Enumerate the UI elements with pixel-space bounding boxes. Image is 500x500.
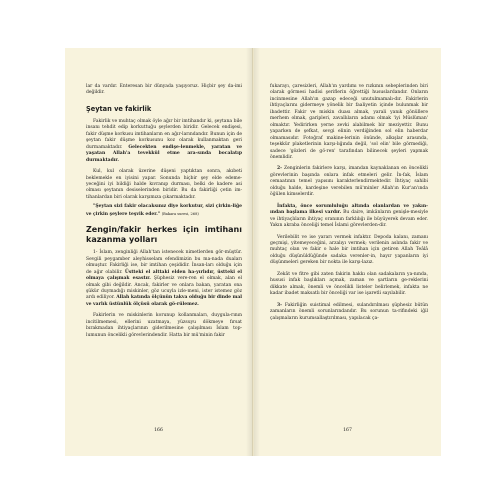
section-heading: Zengin/fakir herkes için imtihanı kazanma yolları <box>86 225 242 245</box>
paragraph <box>270 166 428 198</box>
page-number: 167 <box>343 427 352 433</box>
list-number: 3- <box>277 302 282 308</box>
left-page <box>65 48 253 456</box>
paragraph: Zekât ve fitre gibi zaten fakirin hakkı olan sadakaların ya-nında, hususi infak başlıkları açmak, zaman ve şartların ge-reklerini dikkate almak, önemli ve öncelikli listeler belirlemek, infakta ne kadar ibadet maksatlı bir önceliği var ise işaretli sayılabilir. <box>270 271 428 297</box>
right-page <box>253 48 441 456</box>
book-spread <box>65 48 441 456</box>
paragraph <box>270 204 428 230</box>
paragraph-text: Bu daire, imkânların genişle-mesiyle ve ihtiyaçlıların ihtiyaç oranının farklılığı ile büyüyerek devam eder. Yakın akraba önceliği temel İslami görevlerden-dir. <box>270 210 428 229</box>
paragraph <box>86 119 242 164</box>
paragraph: Kul, kul olarak üzerine düşeni yaptıktan sonra, akıbeti beklemekle en iyisini yapar. Sonunda hiçbir şey elde edeme-yeceğini iyi bildiği halde kıvranıp durması, belki de kadere asi olması şeytanın desiselerinden biridir. Bu da fakirliği çetin im-tihanlardan biri olarak karşımıza çıkarmaktadır. <box>86 169 242 200</box>
quote-source: (Bakara suresi, 268) <box>161 211 199 216</box>
paragraph: Verilebilit ve ise yararı vermek infaktır. Depoda kalanı, zamanı geçmişi, yitemeyeceğini, arzalıyı vermek; verilenin aslında fakir ve muhtaç olan ve fakir o hale bir imtihan için getiren Allah Teâlâ olduğu düşünüldüğünde sadaka verenler-in, hayır yapanların iyi düşünmeleri gereken bir nokta ile karşı-lazız. <box>270 234 428 266</box>
paragraph <box>270 303 428 322</box>
paragraph-emphasis: Gelecekten endişe-lenmekle, yaratan ve yaşatan Allah'a tevekkül etme ara-sında bocalatıp durmaktadır. <box>86 144 242 163</box>
paragraph <box>86 250 242 308</box>
paragraph: fukarayı, çaresizleri, Allah'ın yardımı ve rızkının sebeplerinden biri olarak görmesi hadisi şeriflerin öğrettiği hususlardandır. Onların incinmesine Allah'ın gazap edeceği unutulmamalı-dır. Fakirlerin ihtiyaçlarını gidermeye yönelik bir faaliyetin içinde bulunmak bir ibadettir. Fakir ve miskin duası almak, yarali yanık gönüllere merhem olmak, garipleri, zavallıların adamı olmak 'iyi Müslüman' olmaktır. Yedirirken yerne zevki alabilmek bir meziyettir. Bunu yaparken de şefkat, sevgi elinin verdiğinden sol elin haberdar olmamasıdır. Fotoğraf makine-lerinin önünde, alkışlar arasında, teşekkür plaketlerinin karşı-lığında değil, 'sol elin' bile görmediği, sadece 'gözleri de gö-ren' tarafından bilinecek şeyleri yapmak önemlidir. <box>270 84 428 160</box>
paragraph-text: 1- İslam, zenginliği Allah'tan istenecek nimetlerden gör-müştür. Sevgili peygamber aleyhisselam efendimizin bu ma-nada duaları olmuştur. Fakirliği ise, bir imtihan çeşididir. İnsan-ları olduğu için de ağır olabilir. <box>86 250 242 275</box>
list-number: 2- <box>277 166 282 172</box>
page-number: 166 <box>154 427 163 433</box>
paragraph-emphasis: Üstteki el alttaki elden ha-yırlıdır, üstteki el olmaya çalışmak esastır. <box>86 269 242 282</box>
paragraph: Fakirlerin ve miskinlerin korunup kollanmaları, duygula-rının incitilmemesi, ellerini uzatmaya, yüzsuyu dökmeye fırsat bırakmadan ihtiyaçlarının giderilmesine çalışılması İslam top-lumunun öncelikli görevlerindendir. Hatta bir mü'minin fakir <box>86 313 242 338</box>
gutter-shadow <box>254 48 260 456</box>
paragraph-emphasis: İnfakta, önce sorumluluğu altında olanlardan ve yakın-ından başlama ilkesi vardır. <box>270 203 428 216</box>
paragraph-text: Zenginlerin fakirlere karşı, imandan kaynaklanan en öncelikli görevlerinin başında onlara infak etmeleri gelir. İn-fak, İslam cemaatının temel yapısını karakterlendirmektedir. İhtiyaç sahibi olduğu halde, kardeşine verebilen mü'minler Allah'ın Kur'an'ında öğülen kimselerdir. <box>270 166 428 198</box>
paragraph: lar da vardır. Enteresan bir dünyada yaşıyoruz. Hiçbir şey da-imi değildir. <box>86 84 242 96</box>
paragraph-emphasis: Allah katında ölçünün takva olduğu bir dinde mal ve varlık üstünlük ölçüsü olarak gö-rülemez. <box>86 295 242 307</box>
quote-text: "Şeytan sizi fakir olacaksınız diye korkutur, sizi çirkin-liğe ve çirkin şeylere teşvik eder." <box>86 204 242 217</box>
section-heading: Şeytan ve fakirlik <box>86 104 152 113</box>
paragraph-text: Fakirlik ve muhtaç olmak öyle ağır bir imtihandır ki, şeytana bile insanı tehdit edip korkuttuğu şeylerden biridir. Gelecek endişesi, fakir düşme korkusu imtihanların en ağır-larındandır. Bunun için de şeytan fakir düşme korkusunu koz olarak kullanmaktan geri durmamaktadır. <box>86 118 242 150</box>
paragraph-text: Fakirliğin suistimal edilmesi, sulandırılması şüphesiz bütün zamanların önemli sorunlarındandır. Bu sorunun ta-rifindeki iğil çalışmaların kurumsallaştırılması, yapılacak ça- <box>270 302 428 321</box>
gutter-shadow <box>246 48 252 456</box>
paragraph-text: Şüphesiz vere-ren el olmak, alan el olmak gibi değildir. Ancak, fakirler ve onlara bakan, yaratan ona şükür duymadığı miskinler, göz ucuyla izle-meni, ister istemez göz ardı ediliyor. <box>86 276 242 301</box>
quote <box>86 204 242 218</box>
